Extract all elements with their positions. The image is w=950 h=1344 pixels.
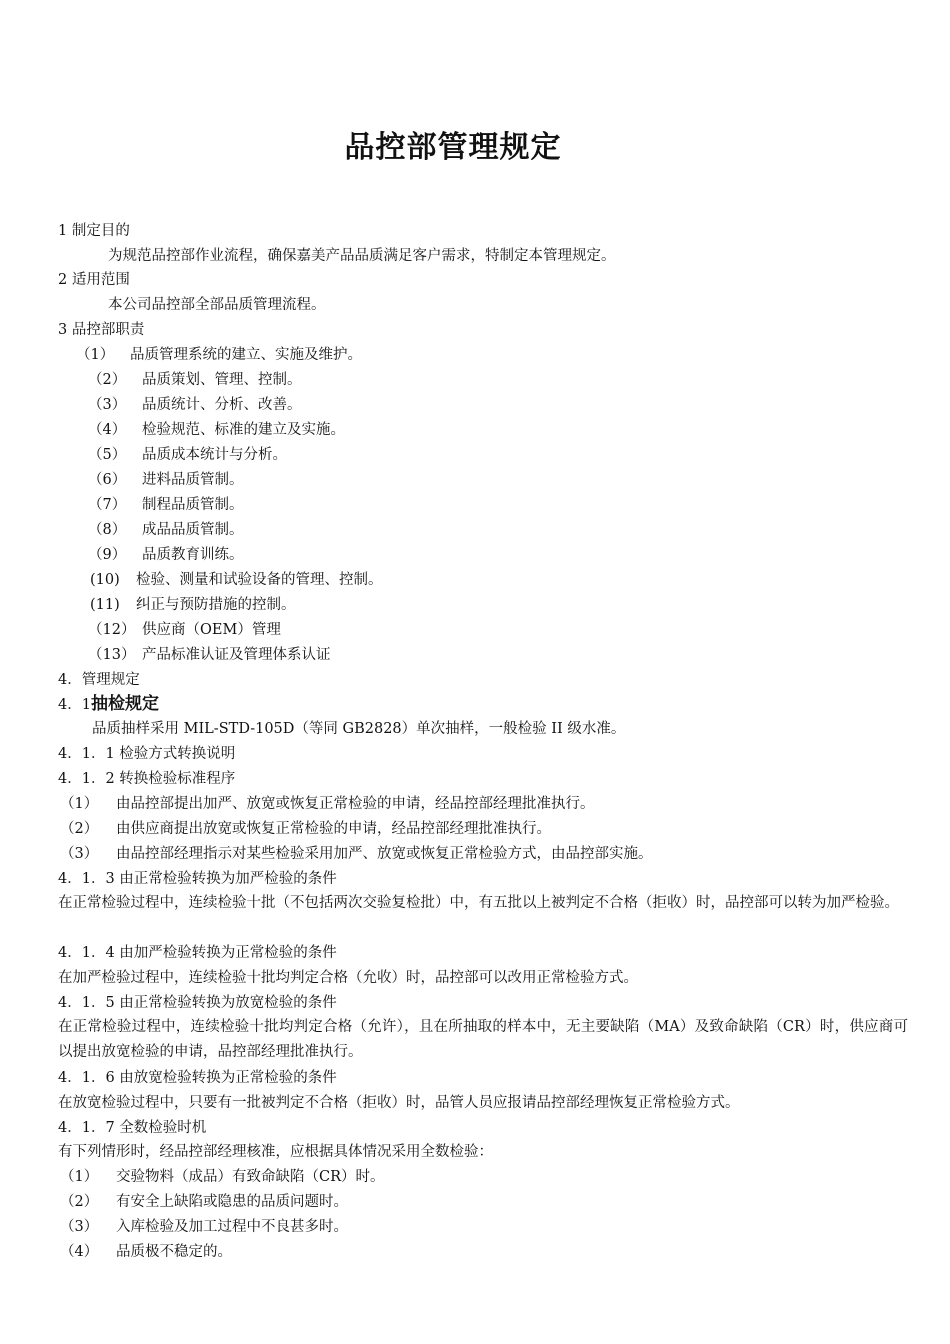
list-item-number: （1） [60, 796, 99, 812]
list-item-text: 由供应商提出放宽或恢复正常检验的申请，经品控部经理批准执行。 [116, 821, 551, 837]
list-item-text: 有安全上缺陷或隐患的品质问题时。 [116, 1194, 348, 1210]
list-item [60, 792, 595, 816]
list-item-number: （2） [88, 372, 127, 388]
list-item-text: 检验规范、标准的建立及实施。 [142, 422, 345, 438]
list-item-text: 产品标准认证及管理体系认证 [142, 647, 331, 663]
section-4-1-7-text: 有下列情形时，经品控部经理核准，应根据具体情况采用全数检验： [58, 1144, 493, 1160]
list-item [90, 593, 296, 617]
list-item-text: 成品品质管制。 [142, 522, 244, 538]
list-item [60, 1240, 232, 1264]
list-item [88, 468, 244, 492]
list-item-text: 制程品质管制。 [142, 497, 244, 513]
list-item-number: (11) [90, 597, 120, 613]
section-2-heading: 2 适用范围 [58, 272, 130, 288]
list-item [88, 493, 244, 517]
list-item-number: （3） [60, 846, 99, 862]
section-4-1-6-heading: 4．1．6 由放宽检验转换为正常检验的条件 [58, 1070, 337, 1086]
section-1-text: 为规范品控部作业流程，确保嘉美产品品质满足客户需求，特制定本管理规定。 [108, 248, 616, 264]
list-item-number: （2） [60, 821, 99, 837]
section-4-1-number: 4．1 [58, 697, 91, 713]
list-item-number: （4） [88, 422, 127, 438]
list-item [90, 568, 383, 592]
list-item [88, 518, 244, 542]
section-4-1-3-heading: 4．1．3 由正常检验转换为加严检验的条件 [58, 871, 337, 887]
list-item-text: 由品控部提出加严、放宽或恢复正常检验的申请，经品控部经理批准执行。 [116, 796, 595, 812]
list-item-number: （6） [88, 472, 127, 488]
list-item [88, 393, 302, 417]
section-4-1-title: 抽检规定 [90, 694, 159, 714]
list-item-number: （7） [88, 497, 127, 513]
list-item-text: 进料品质管制。 [142, 472, 244, 488]
list-item [88, 418, 345, 442]
section-4-1-3-text: 在正常检验过程中，连续检验十批（不包括两次交验复检批）中，有五批以上被判定不合格（拒收）时，品控部可以转为加严检验。 [58, 895, 899, 911]
list-item-text: 品质策划、管理、控制。 [142, 372, 302, 388]
list-item [88, 618, 281, 642]
list-item-text: 品质统计、分析、改善。 [142, 397, 302, 413]
section-4-1-5-heading: 4．1．5 由正常检验转换为放宽检验的条件 [58, 995, 337, 1011]
list-item-number: （13） [88, 647, 136, 663]
list-item [60, 817, 551, 841]
list-item [60, 1165, 385, 1189]
list-item-text: 入库检验及加工过程中不良甚多时。 [116, 1219, 348, 1235]
section-4-1-7-heading: 4．1．7 全数检验时机 [58, 1120, 207, 1136]
document-title: 品控部管理规定 [344, 130, 562, 165]
list-item-number: （2） [60, 1194, 99, 1210]
list-item [76, 343, 362, 367]
section-4-1-6-text: 在放宽检验过程中，只要有一批被判定不合格（拒收）时，品管人员应报请品控部经理恢复正常检验方式。 [58, 1095, 740, 1111]
section-4-1-4-text: 在加严检验过程中，连续检验十批均判定合格（允收）时，品控部可以改用正常检验方式。 [58, 970, 638, 986]
list-item-text: 品质教育训练。 [142, 547, 244, 563]
list-item-text: 纠正与预防措施的控制。 [136, 597, 296, 613]
section-4-1-5-text: 在正常检验过程中，连续检验十批均判定合格（允许），且在所抽取的样本中，无主要缺陷（MA）及致命缺陷（CR）时，供应商可以提出放宽检验的申请，品控部经理批准执行。 [58, 1019, 908, 1060]
list-item-number: (10) [90, 572, 120, 588]
section-4-1-4-heading: 4．1．4 由加严检验转换为正常检验的条件 [58, 945, 337, 961]
section-2-text: 本公司品控部全部品质管理流程。 [108, 297, 326, 313]
list-item-number: （4） [60, 1244, 99, 1260]
section-4-1-text: 品质抽样采用 MIL-STD-105D（等同 GB2828）单次抽样，一般检验 II 级水准。 [92, 721, 626, 737]
list-item [60, 1215, 348, 1239]
list-item-number: （1） [60, 1169, 99, 1185]
section-4-1-2-heading: 4．1．2 转换检验标准程序 [58, 771, 236, 787]
list-item-number: （5） [88, 447, 127, 463]
section-3-heading: 3 品控部职责 [58, 322, 145, 338]
list-item-text: 检验、测量和试验设备的管理、控制。 [136, 572, 383, 588]
list-item [88, 443, 287, 467]
list-item-number: （1） [76, 347, 115, 363]
list-item-text: 由品控部经理指示对某些检验采用加严、放宽或恢复正常检验方式，由品控部实施。 [116, 846, 653, 862]
list-item [88, 543, 244, 567]
list-item-text: 品质成本统计与分析。 [142, 447, 287, 463]
list-item-text: 品质极不稳定的。 [116, 1244, 232, 1260]
section-4-1-heading [58, 692, 159, 717]
section-1-heading: 1 制定目的 [58, 223, 130, 239]
list-item [88, 643, 331, 667]
list-item [60, 1190, 348, 1214]
list-item-number: （12） [88, 622, 136, 638]
list-item-number: （8） [88, 522, 127, 538]
list-item-number: （9） [88, 547, 127, 563]
list-item [60, 842, 653, 866]
list-item-text: 品质管理系统的建立、实施及维护。 [130, 347, 362, 363]
list-item-text: 交验物料（成品）有致命缺陷（CR）时。 [116, 1169, 385, 1185]
section-4-1-1-heading: 4．1．1 检验方式转换说明 [58, 746, 236, 762]
section-4-heading: 4．管理规定 [58, 672, 140, 688]
list-item-number: （3） [88, 397, 127, 413]
list-item-text: 供应商（OEM）管理 [142, 622, 281, 638]
list-item-number: （3） [60, 1219, 99, 1235]
list-item [88, 368, 302, 392]
